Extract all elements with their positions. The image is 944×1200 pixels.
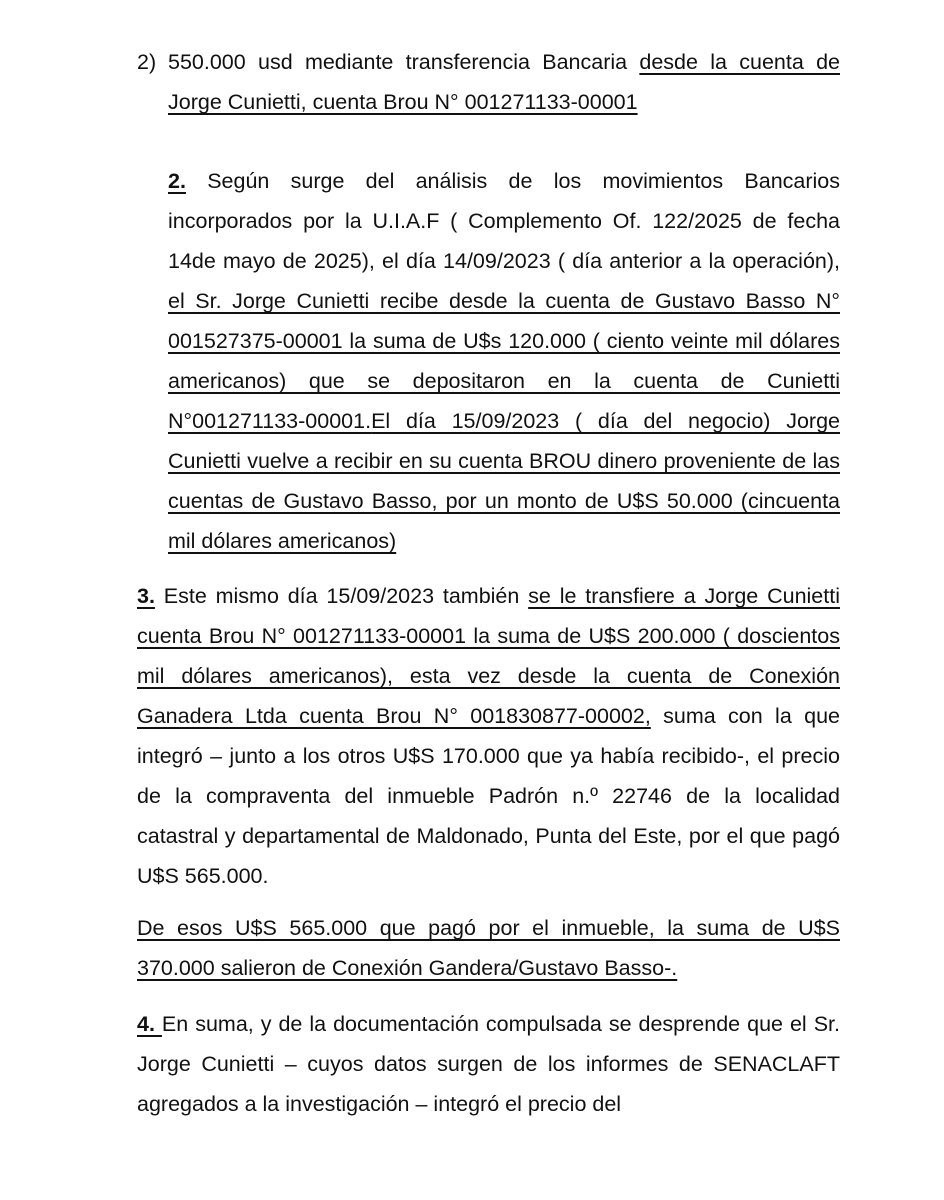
section-4-number: 4. <box>137 1012 162 1036</box>
section-3-underlined-text: se le transfiere a Jorge Cunietti cuenta Brou N° 001271133-00001 la suma de U$S 200.000 ( doscientos mil dólares americanos), esta vez desde la cuenta de Conexión Ganadera Ltda cuenta Brou N° 001830877-00002, <box>137 584 840 728</box>
item-2-text: 550.000 usd mediante transferencia Bancaria <box>168 50 640 74</box>
section-4-paragraph <box>137 1004 840 1124</box>
section-2-text: Según surge del análisis de los movimientos Bancarios incorporados por la U.I.A.F ( Complemento Of. 122/2025 de fecha 14de mayo de 2025), el día 14/09/2023 ( día anterior a la operación), <box>168 169 840 273</box>
section-3-paragraph <box>137 576 840 896</box>
summary-underlined-text: De esos U$S 565.000 que pagó por el inmueble, la suma de U$S 370.000 salieron de Conexión Gandera/Gustavo Basso-. <box>137 916 840 980</box>
item-2-paragraph <box>168 42 840 122</box>
section-3-text-2: suma con la que integró – junto a los otros U$S 170.000 que ya había recibido-, el precio de la compraventa del inmueble Padrón n.º 22746 de la localidad catastral y departamental de Maldonado, Punta del Este, por el que pagó U$S 565.000. <box>137 704 840 888</box>
section-3-number: 3. <box>137 584 155 608</box>
list-marker: 2) <box>137 50 157 74</box>
item-2-underlined-text: desde la cuenta de Jorge Cunietti, cuenta Brou N° 001271133-00001 <box>168 50 840 114</box>
section-3-text-1: Este mismo día 15/09/2023 también <box>154 584 529 608</box>
section-2-underlined-text-2: El día 15/09/2023 ( día del negocio) Jorge Cunietti vuelve a recibir en su cuenta BROU dinero proveniente de las cuentas de Gustavo Basso, por un monto de U$S 50.000 (cincuenta mil dólares americanos) <box>168 409 840 553</box>
section-2-underlined-text-1: el Sr. Jorge Cunietti recibe desde la cuenta de Gustavo Basso N° 001527375-00001 la suma de U$s 120.000 ( ciento veinte mil dólares americanos) que se depositaron en la cuenta de Cunietti N°001271133-00001. <box>168 289 840 433</box>
summary-paragraph <box>137 908 840 988</box>
section-2-paragraph <box>168 161 840 561</box>
section-2-number: 2. <box>168 169 186 193</box>
section-4-text: En suma, y de la documentación compulsada se desprende que el Sr. Jorge Cunietti – cuyos datos surgen de los informes de SENACLAFT agregados a la investigación – integró el precio del <box>137 1012 840 1116</box>
